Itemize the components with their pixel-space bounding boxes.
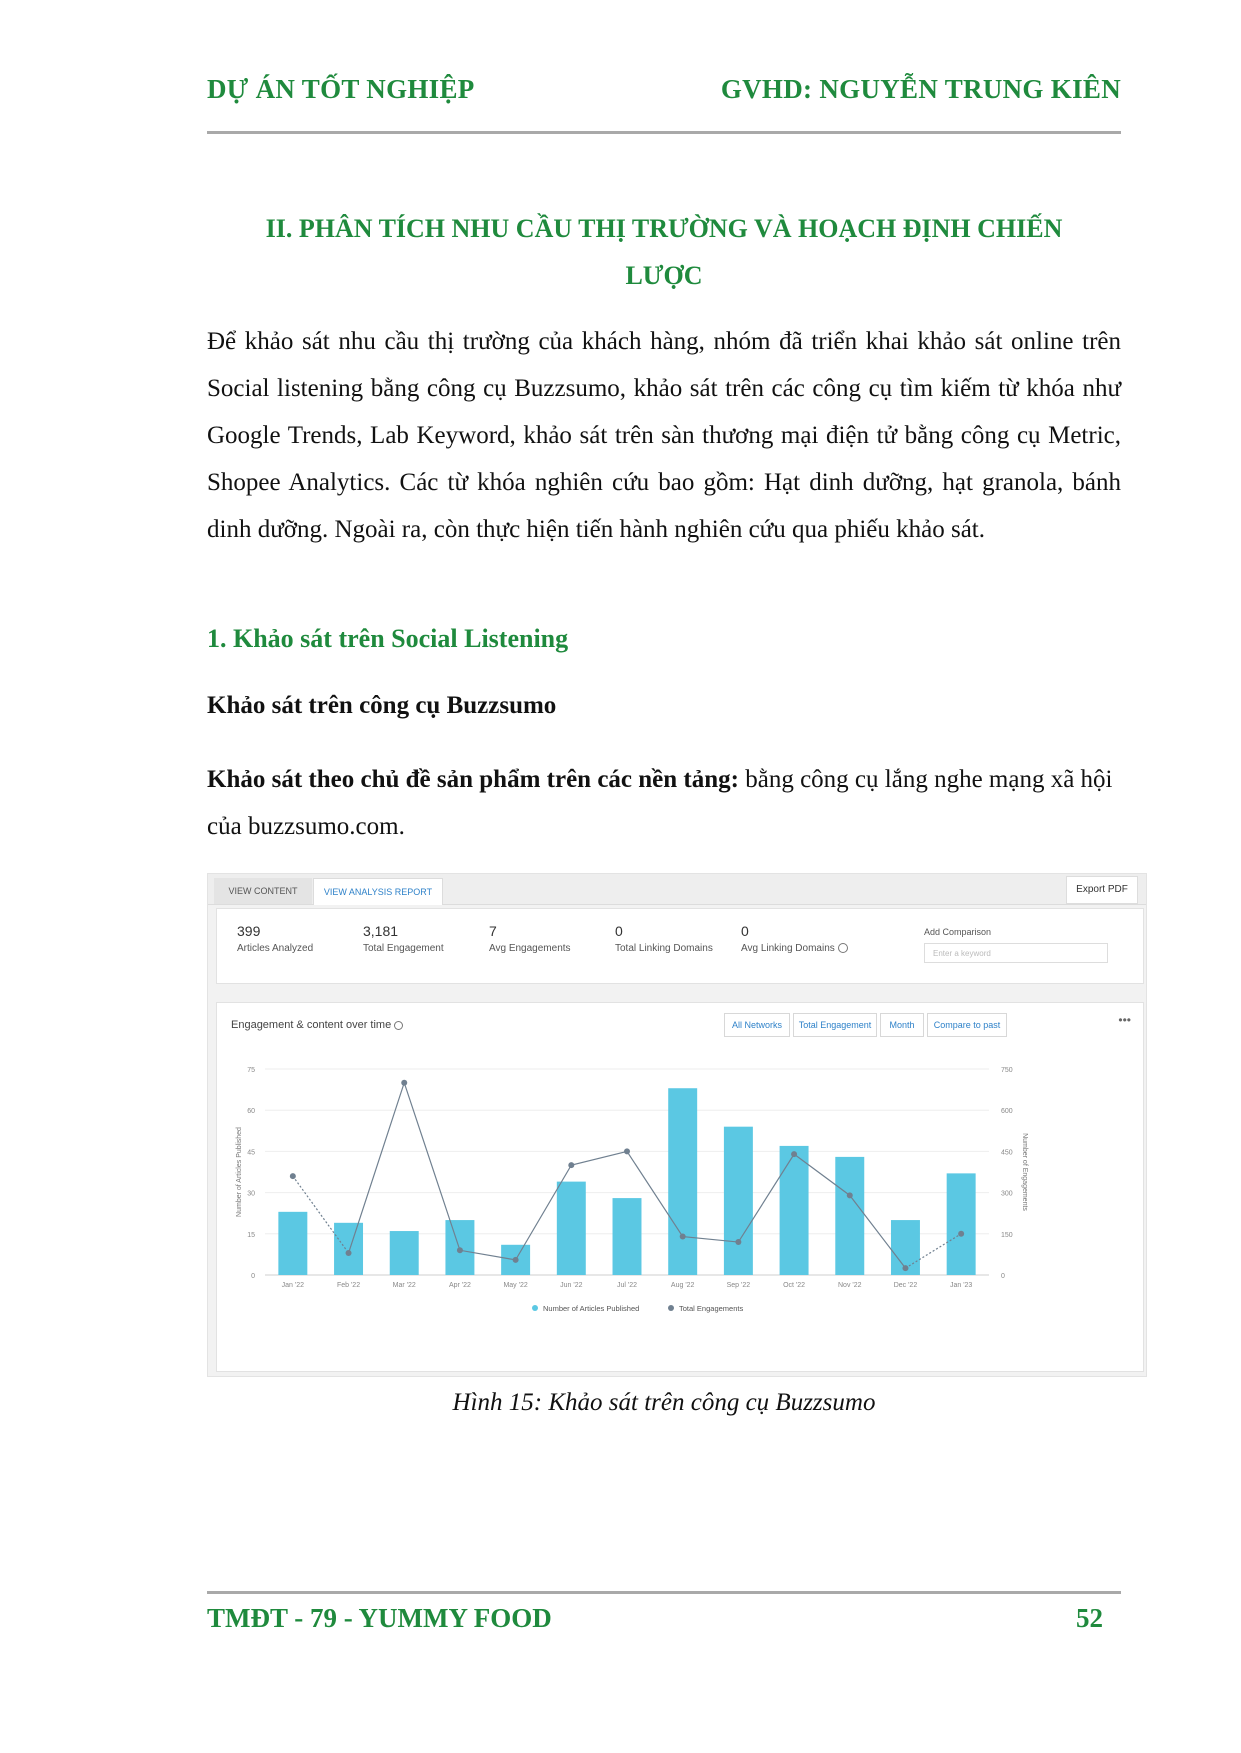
engagement-point [513,1257,519,1263]
y2-tick-label: 0 [1001,1273,1005,1280]
y-tick-label: 75 [247,1067,255,1074]
x-tick-label: Jul '22 [616,1282,638,1289]
bar [278,1212,307,1275]
stat-value: 0 [741,923,749,939]
section-title-line2: LƯỢC [625,261,703,290]
export-pdf-button[interactable]: Export PDF [1066,876,1138,904]
y2-tick-label: 750 [1001,1067,1013,1074]
subheading-buzzsumo: Khảo sát trên công cụ Buzzsumo [207,692,557,719]
tab-view-analysis-report[interactable]: VIEW ANALYSIS REPORT [313,878,443,905]
x-tick-label: Sep '22 [726,1282,751,1289]
stat-label: Total Linking Domains [615,943,713,954]
x-tick-label: Jan '22 [281,1282,305,1289]
bar [947,1173,976,1275]
engagement-point [958,1231,964,1237]
bar [557,1182,586,1275]
chart-title-text: Engagement & content over time [231,1019,392,1031]
engagement-point [902,1265,908,1271]
stat-avg-linking-domains [741,923,848,954]
stat-engagement [363,923,444,954]
bar [613,1198,642,1275]
engagement-chart-panel [216,1002,1144,1372]
engagement-point [401,1080,407,1086]
filter-month[interactable]: Month [880,1013,924,1037]
engagement-point [290,1173,296,1179]
header-divider [207,131,1121,134]
y-tick-label: 30 [247,1190,255,1198]
bar [724,1127,753,1275]
x-tick-label: Jan '23 [949,1282,973,1289]
y2-tick-label: 450 [1001,1149,1013,1157]
stat-avg-engagements [489,923,571,954]
add-comparison-label: Add Comparison [924,927,992,937]
stat-label-text: Avg Linking Domains [741,943,835,954]
stat-value: 3,181 [363,923,399,939]
figure-caption: Hình 15: Khảo sát trên công cụ Buzzsumo [452,1389,876,1416]
y-tick-label: 0 [251,1273,255,1280]
stat-label: Total Engagement [363,943,444,954]
legend-swatch-engagements [668,1305,674,1311]
bar [668,1088,697,1275]
legend-label-articles: Number of Articles Published [543,1304,640,1313]
stat-label: Avg Engagements [489,943,571,954]
bar [780,1146,809,1275]
x-tick-label: Mar '22 [392,1282,416,1289]
legend-label-engagements: Total Engagements [679,1304,744,1313]
header-supervisor: GVHD: NGUYỄN TRUNG KIÊN [720,74,1121,104]
comparison-keyword-input[interactable]: Enter a keyword [924,943,1108,963]
stat-value: 0 [615,923,623,939]
y-axis-title: Number of Articles Published [236,1127,243,1217]
engagement-point [735,1239,741,1245]
tab-view-content[interactable]: VIEW CONTENT [214,878,312,904]
bar [835,1157,864,1275]
x-tick-label: Oct '22 [783,1282,806,1289]
tab-bar [208,874,1146,905]
engagement-chart [217,1003,1141,1369]
bar [390,1231,419,1275]
filter-total-engagement[interactable]: Total Engagement [793,1013,877,1037]
stat-label [741,943,848,954]
bar [334,1223,363,1275]
page-number: 52 [1076,1603,1103,1633]
more-options-icon[interactable]: ••• [1118,1013,1131,1027]
intro-paragraph: Để khảo sát nhu cầu thị trường của khách hàng, nhóm đã triển khai khảo sát online trên Social listening bằng công cụ Buzzsumo, khảo sát trên các công cụ tìm kiếm từ khóa như Google Trends, Lab Keyword, khảo sát trên sàn thương mại điện tử bằng công cụ Metric, Shopee Analytics. Các từ khóa nghiên cứu bao gồm: Hạt dinh dưỡng, hạt granola, bánh dinh dưỡng. Ngoài ra, còn thực hiện tiến hành nghiên cứu qua phiếu khảo sát. [207,328,1121,543]
y-tick-label: 45 [247,1149,255,1157]
stat-linking-domains [615,923,713,954]
filter-all-networks[interactable]: All Networks [724,1013,790,1037]
engagement-point [457,1247,463,1253]
engagement-point [624,1148,630,1154]
buzzsumo-paragraph-rest: bằng công cụ lắng nghe mạng xã hội của buzzsumo.com. [207,766,1113,840]
y2-tick-label: 300 [1001,1190,1013,1198]
x-tick-label: Feb '22 [336,1282,361,1289]
engagement-point [568,1162,574,1168]
y-tick-label: 60 [247,1108,255,1116]
stat-articles [237,923,313,954]
x-tick-label: Dec '22 [893,1282,918,1289]
engagement-point [791,1151,797,1157]
x-tick-label: May '22 [503,1282,528,1289]
x-tick-label: Apr '22 [448,1282,471,1289]
legend-swatch-articles [532,1305,538,1311]
subheading-social-listening: 1. Khảo sát trên Social Listening [207,624,569,653]
stat-value: 399 [237,923,261,939]
x-tick-label: Jun '22 [560,1282,583,1289]
stats-panel [216,908,1144,984]
buzzsumo-paragraph-bold: Khảo sát theo chủ đề sản phẩm trên các nền tảng: [207,766,739,793]
section-title [207,205,1121,299]
buzzsumo-paragraph [207,756,1121,850]
stat-label: Articles Analyzed [237,943,314,954]
header-project-title: DỰ ÁN TỐT NGHIỆP [207,74,475,104]
info-icon[interactable] [838,943,848,953]
section-title-line1: II. PHÂN TÍCH NHU CẦU THỊ TRƯỜNG VÀ HOẠCH ĐỊNH CHIẾN [265,214,1063,243]
stat-value: 7 [489,923,497,939]
x-tick-label: Aug '22 [670,1282,695,1289]
footer-company: TMĐT - 79 - YUMMY FOOD [207,1603,552,1633]
engagement-point [346,1250,352,1256]
y2-tick-label: 600 [1001,1108,1013,1116]
engagement-point [847,1192,853,1198]
y-tick-label: 15 [247,1231,255,1239]
filter-compare-to-past[interactable]: Compare to past [927,1013,1007,1037]
y2-axis-title: Number of Engagements [1021,1133,1028,1211]
x-tick-label: Nov '22 [838,1282,862,1289]
y2-tick-label: 150 [1001,1231,1013,1239]
buzzsumo-screenshot [207,873,1147,1377]
engagement-point [680,1234,686,1240]
footer-divider [207,1591,1121,1594]
